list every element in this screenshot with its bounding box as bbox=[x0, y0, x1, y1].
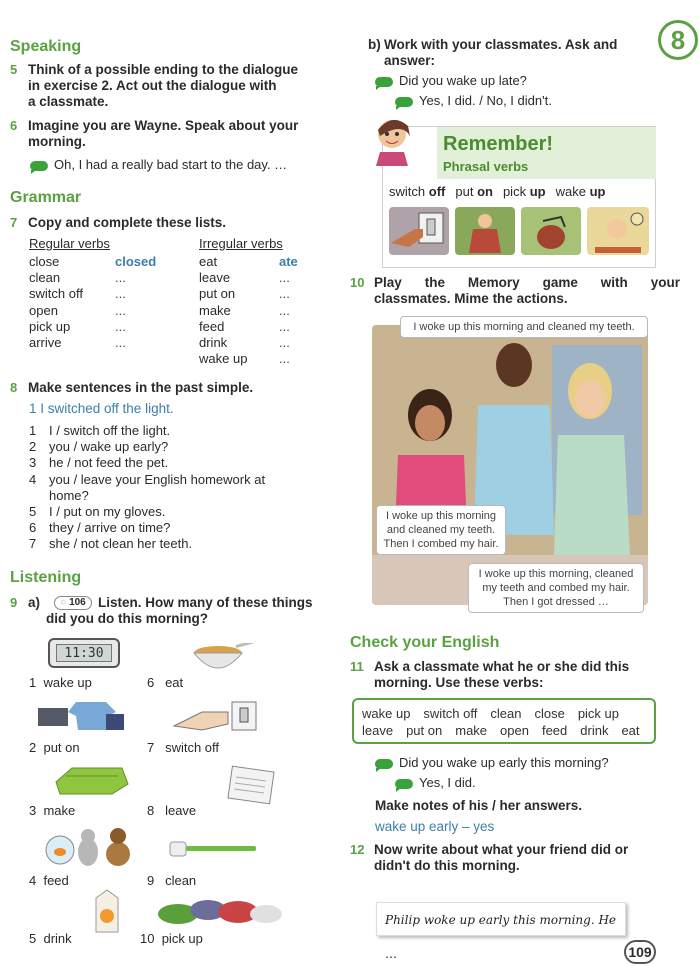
verb-row: eat ate bbox=[199, 254, 298, 269]
regular-verbs-list bbox=[29, 254, 189, 351]
speech-bubble-icon bbox=[395, 779, 413, 789]
bed-picture bbox=[52, 762, 128, 796]
exercise-9b-question: Did you wake up late? bbox=[375, 73, 527, 88]
phrasal-verb: pick up bbox=[502, 184, 546, 199]
clothes-pile-picture bbox=[156, 896, 286, 926]
verb-row: put on ... bbox=[199, 286, 290, 302]
juice-carton-picture bbox=[92, 888, 122, 932]
check-english-heading: Check your English bbox=[350, 634, 500, 651]
wake-up-illustration bbox=[587, 207, 649, 255]
clothes-picture bbox=[36, 698, 124, 732]
audio-track-icon[interactable]: ○ 106 bbox=[54, 596, 92, 610]
sentence-item: 5 I / put on my gloves. bbox=[29, 504, 166, 520]
listening-heading: Listening bbox=[10, 569, 82, 586]
sentence-item: home? bbox=[49, 487, 89, 503]
unit-badge: 8 bbox=[658, 20, 698, 60]
toothbrush-picture bbox=[168, 838, 260, 860]
listen-item-5: 5 drink bbox=[29, 931, 72, 946]
remember-subtitle: Phrasal verbs bbox=[443, 159, 529, 174]
verb-chip: wake up bbox=[362, 706, 411, 721]
verb-chip: switch off bbox=[423, 706, 478, 721]
verb-row: open ... bbox=[29, 302, 126, 318]
switch-off-illustration bbox=[389, 207, 449, 255]
verb-row: clean ... bbox=[29, 270, 126, 286]
exercise-9b-answer: Yes, I did. / No, I didn't. bbox=[395, 93, 552, 108]
verb-chip: pick up bbox=[577, 706, 620, 721]
switch-off-picture bbox=[172, 698, 260, 734]
sentence-item: 6 they / arrive on time? bbox=[29, 520, 171, 536]
alarm-clock-picture bbox=[48, 638, 120, 668]
sentence-item: 4 you / leave your English homework at bbox=[29, 471, 266, 487]
grammar-heading: Grammar bbox=[10, 189, 82, 206]
remember-title: Remember! bbox=[443, 133, 554, 155]
speech-bubble-3: I woke up this morning, cleaned my teeth and combed my hair. Then I got dressed … bbox=[468, 563, 644, 613]
listen-item-8: 8 leave bbox=[147, 803, 197, 818]
verb-row: switch off ... bbox=[29, 286, 126, 302]
verb-chip: leave bbox=[362, 723, 394, 738]
cereal-bowl-picture bbox=[192, 643, 250, 669]
listen-item-9: 9 clean bbox=[147, 873, 197, 888]
listen-item-1: 1 wake up bbox=[29, 675, 92, 690]
verb-row: wake up ... bbox=[199, 351, 290, 367]
speaking-heading: Speaking bbox=[10, 38, 82, 55]
exercise-8-example: 1 I switched off the light. bbox=[29, 401, 174, 416]
verbs-box bbox=[352, 698, 656, 744]
verb-row: leave ... bbox=[199, 270, 290, 286]
speech-bubble-icon bbox=[395, 97, 413, 107]
handwriting-note: Philip woke up early this morning. He … bbox=[376, 902, 626, 936]
listen-item-3: 3 make bbox=[29, 803, 76, 818]
speech-bubble-icon bbox=[375, 77, 393, 87]
exercise-11-notes: Make notes of his / her answers. bbox=[375, 798, 583, 813]
pets-picture bbox=[42, 822, 138, 868]
sentence-item: 7 she / not clean her teeth. bbox=[29, 536, 193, 552]
verb-row: make ... bbox=[199, 302, 290, 318]
irregular-verbs-header: Irregular verbs bbox=[199, 236, 283, 251]
pick-up-illustration bbox=[521, 207, 581, 255]
girl-mascot-icon bbox=[372, 112, 412, 164]
exercise-6-example: Oh, I had a really bad start to the day. … bbox=[30, 157, 287, 172]
listen-item-4: 4 feed bbox=[29, 873, 69, 888]
verb-row: pick up ... bbox=[29, 318, 126, 334]
verb-row: feed ... bbox=[199, 318, 290, 334]
verb-chip: put on bbox=[406, 723, 443, 738]
clock-display: 11:30 bbox=[56, 644, 112, 662]
remember-box bbox=[382, 126, 656, 268]
sentence-item: 1 I / switch off the light. bbox=[29, 423, 171, 438]
page-number: 109 bbox=[624, 940, 656, 964]
newspaper-picture bbox=[226, 765, 278, 805]
speech-bubble-icon bbox=[375, 759, 393, 769]
listen-item-10: 10 pick up bbox=[140, 931, 203, 946]
listen-item-7: 7 switch off bbox=[147, 740, 220, 755]
verb-chip: drink bbox=[580, 723, 609, 738]
verb-row: arrive ... bbox=[29, 334, 126, 350]
verb-chip: open bbox=[500, 723, 529, 738]
put-on-illustration bbox=[455, 207, 515, 255]
speech-bubble-1: I woke up this morning and cleaned my teeth. bbox=[400, 316, 648, 338]
verb-chip: eat bbox=[621, 723, 640, 738]
verb-chip: feed bbox=[541, 723, 568, 738]
verb-chip: close bbox=[534, 706, 565, 721]
verb-row: drink ... bbox=[199, 334, 290, 350]
exercise-11-question: Did you wake up early this morning? bbox=[375, 755, 609, 770]
verb-row: close closed bbox=[29, 254, 157, 269]
verb-chip: clean bbox=[490, 706, 522, 721]
irregular-verbs-list bbox=[199, 254, 319, 367]
phrasal-verb: switch off bbox=[389, 184, 446, 199]
phrasal-verb: wake up bbox=[555, 184, 606, 199]
speech-bubble-2: I woke up this morning and cleaned my teeth. Then I combed my hair. bbox=[376, 505, 506, 555]
speech-bubble-icon bbox=[30, 161, 48, 171]
regular-verbs-header: Regular verbs bbox=[29, 236, 110, 251]
sentence-item: 2 you / wake up early? bbox=[29, 439, 169, 455]
exercise-11-answer: Yes, I did. bbox=[395, 775, 476, 790]
phrasal-verb: put on bbox=[455, 184, 493, 199]
listen-item-2: 2 put on bbox=[29, 740, 80, 755]
verb-chip: make bbox=[455, 723, 488, 738]
sentence-item: 3 he / not feed the pet. bbox=[29, 455, 169, 471]
phrasal-verbs-row bbox=[389, 184, 615, 199]
exercise-11-notes-example: wake up early – yes bbox=[375, 819, 495, 834]
exercise-8-items bbox=[29, 423, 329, 553]
listen-item-6: 6 eat bbox=[147, 675, 184, 690]
